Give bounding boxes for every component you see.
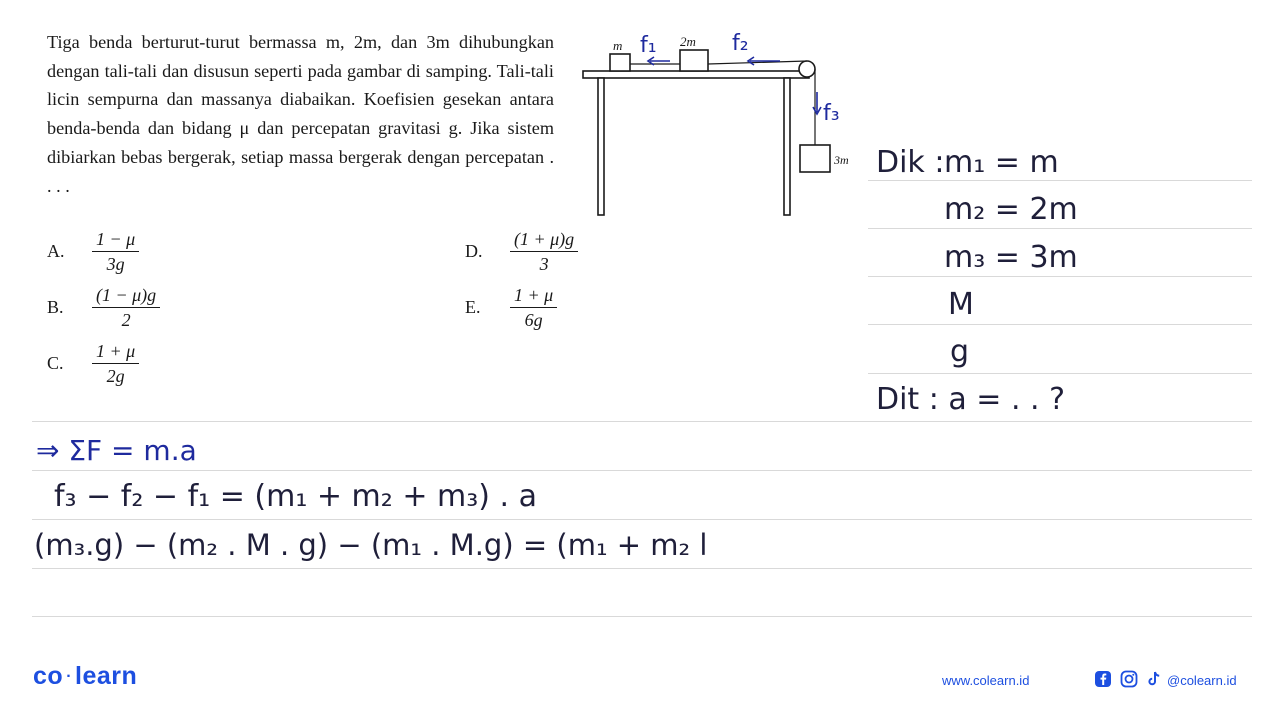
option-a: [47, 228, 139, 275]
option-c: [47, 340, 139, 387]
problem-statement: Tiga benda berturut-turut bermassa m, 2m, dan 3m dihubungkan dengan tali-tali dan disusun seperti pada gambar di samping. Tali-tali licin sempurna dan massanya diabaikan. Koefisien gesekan antara benda-benda dan bidang μ dan percepatan gravitasi g. Jika sistem dibiarkan bebas bergerak, setiap massa bergerak dengan percepatan . . . .: [47, 32, 554, 196]
ruled-line: [868, 276, 1252, 277]
block-m2: [680, 50, 708, 71]
instagram-icon[interactable]: [1120, 670, 1138, 688]
option-letter: C.: [47, 353, 64, 373]
option-letter: E.: [465, 297, 481, 317]
option-fraction: [510, 228, 578, 275]
fraction-numerator: 1 + μ: [92, 340, 139, 364]
equation-newton: ⇒ ΣF = m.a: [36, 434, 197, 467]
option-d: [465, 228, 578, 275]
ruled-line: [868, 373, 1252, 374]
option-fraction: [92, 228, 139, 275]
social-handle[interactable]: @colearn.id: [1167, 673, 1237, 688]
ruled-line: [32, 519, 1252, 520]
equation-forces: f₃ − f₂ − f₁ = (m₁ + m₂ + m₃) . a: [54, 479, 537, 514]
ruled-line: [32, 616, 1252, 617]
given-m1: m₁ = m: [944, 145, 1059, 180]
given-g: g: [950, 334, 970, 369]
fraction-denominator: 6g: [524, 310, 543, 330]
colearn-logo: [33, 662, 137, 691]
label-m1: m: [613, 38, 623, 53]
fraction-numerator: (1 + μ)g: [510, 228, 578, 252]
ruled-line: [32, 470, 1252, 471]
option-fraction: [92, 340, 139, 387]
block-m3: [800, 145, 830, 172]
label-f3: f₃: [823, 101, 840, 126]
ruled-line: [868, 324, 1252, 325]
logo-dot: ·: [66, 668, 73, 686]
label-f1: f₁: [640, 33, 657, 58]
block-m1: [610, 54, 630, 71]
label-m3: 3m: [834, 153, 849, 167]
equation-substitution: (m₃.g) − (m₂ . M . g) − (m₁ . M.g) = (m₁ + m₂ l: [34, 528, 708, 562]
tiktok-icon[interactable]: [1145, 670, 1163, 688]
table-leg-left: [598, 78, 604, 215]
ruled-line: [868, 180, 1252, 181]
fraction-numerator: 1 + μ: [510, 284, 557, 308]
given-mu: M: [948, 287, 974, 322]
website-link[interactable]: www.colearn.id: [942, 673, 1030, 688]
ruled-line: [32, 421, 1252, 422]
fraction-denominator: 2: [121, 310, 131, 330]
table-leg-right: [784, 78, 790, 215]
option-b: [47, 284, 160, 331]
logo-learn: learn: [75, 662, 138, 690]
ruled-line: [32, 568, 1252, 569]
fraction-denominator: 3: [539, 254, 549, 274]
option-letter: D.: [465, 241, 483, 261]
dit-line: Dit : a = . . ?: [876, 382, 1066, 417]
fraction-numerator: 1 − μ: [92, 228, 139, 252]
option-letter: A.: [47, 241, 65, 261]
pulley-figure: [570, 20, 870, 220]
given-m3: m₃ = 3m: [944, 240, 1078, 275]
option-e: [465, 284, 557, 331]
option-letter: B.: [47, 297, 64, 317]
pulley: [799, 61, 815, 77]
given-m2: m₂ = 2m: [944, 192, 1078, 227]
fraction-numerator: (1 − μ)g: [92, 284, 160, 308]
fraction-denominator: 3g: [106, 254, 125, 274]
label-f2: f₂: [732, 31, 749, 56]
label-m2: 2m: [680, 34, 696, 49]
option-fraction: [510, 284, 557, 331]
fraction-denominator: 2g: [106, 366, 125, 386]
facebook-icon[interactable]: [1094, 670, 1112, 688]
option-fraction: [92, 284, 160, 331]
ruled-line: [868, 228, 1252, 229]
table-top: [583, 71, 809, 78]
logo-co: co: [33, 662, 64, 690]
dik-label: Dik :: [876, 145, 945, 180]
